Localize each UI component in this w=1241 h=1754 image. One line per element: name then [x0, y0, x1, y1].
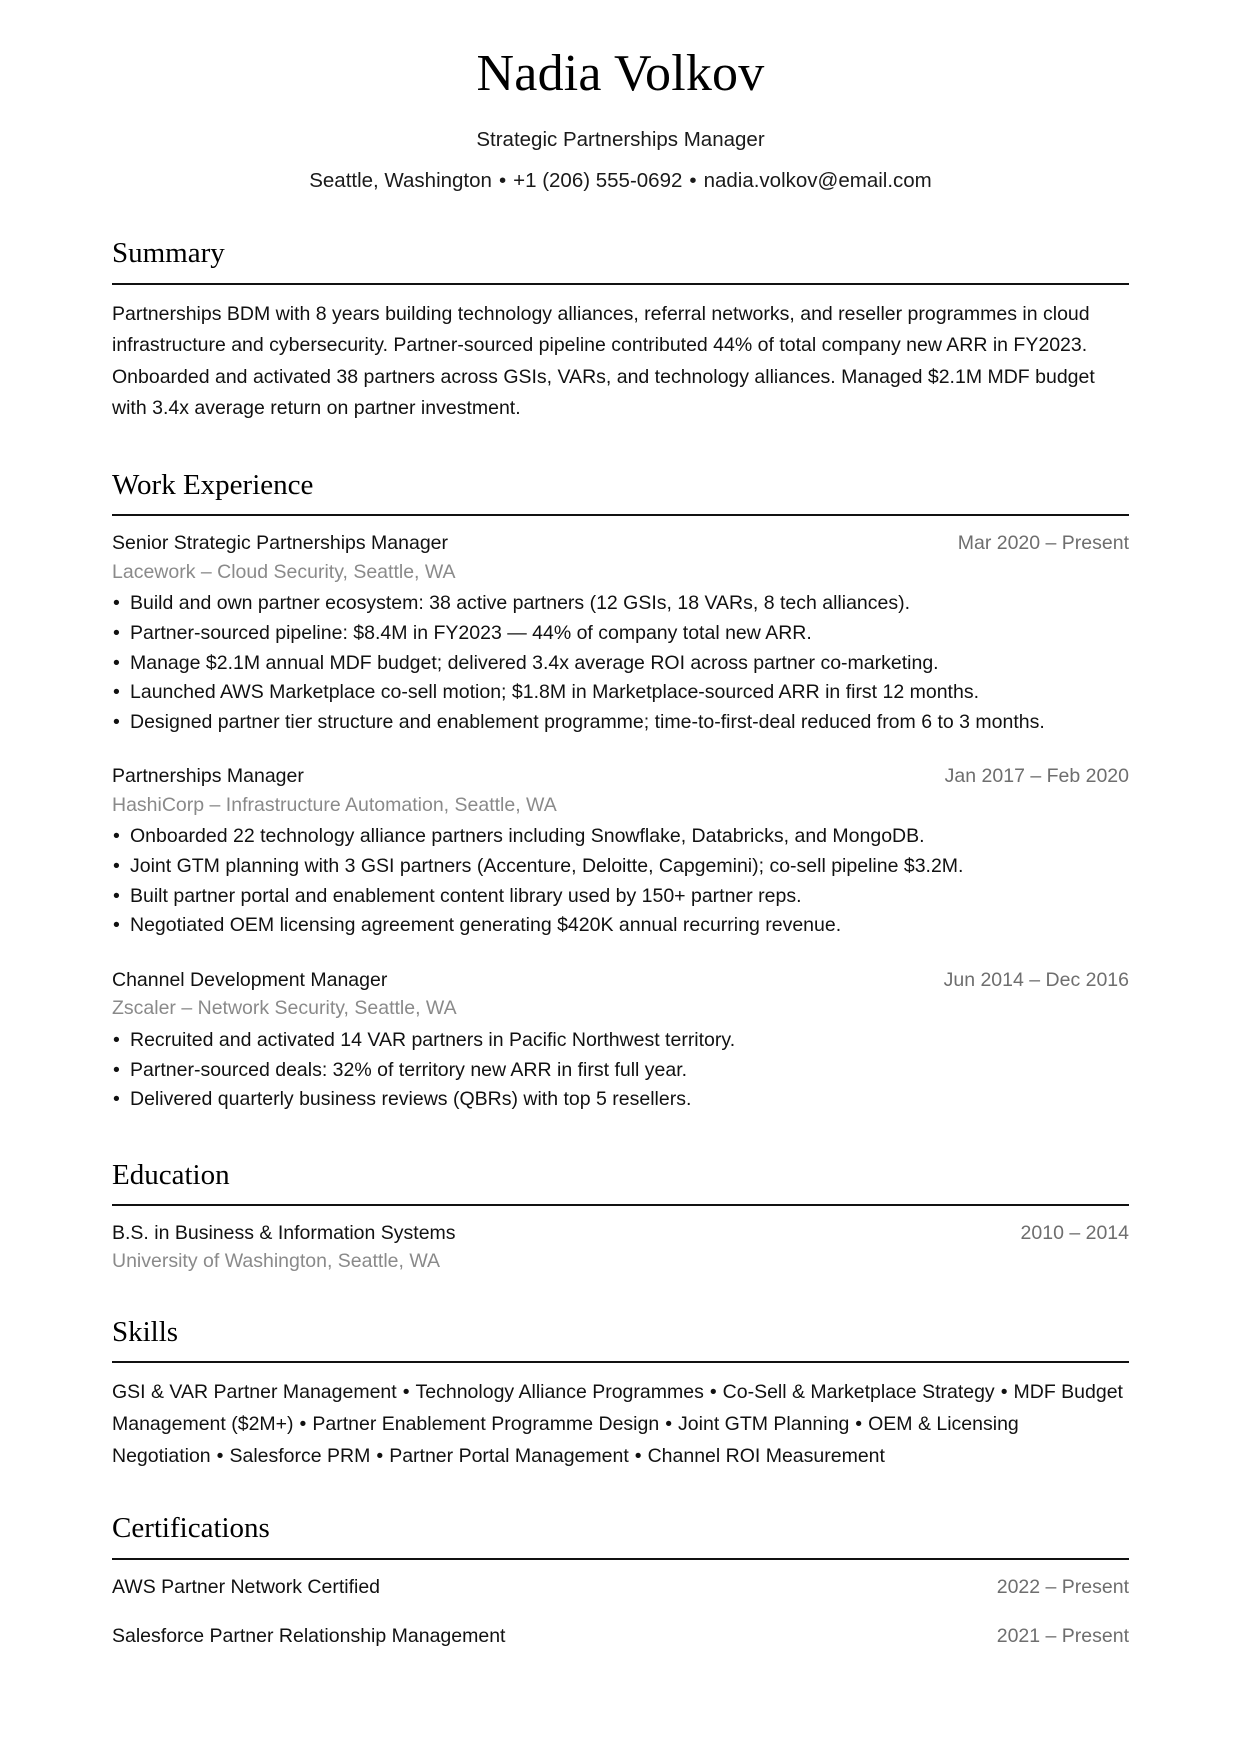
entry-title: AWS Partner Network Certified — [112, 1575, 381, 1598]
skill-item: Joint GTM Planning — [678, 1413, 850, 1436]
entry-bullet: • Manage $2.1M annual MDF budget; delivered 3.4x average ROI across partner co-marketing. — [112, 649, 1129, 679]
entry-bullet: • Build and own partner ecosystem: 38 active partners (12 GSIs, 18 VARs, 8 tech alliances). — [112, 589, 1129, 619]
skill-separator: • — [634, 1444, 642, 1467]
entry-subtitle: HashiCorp – Infrastructure Automation, Seattle, WA — [112, 793, 557, 816]
entry-bullet: • Partner-sourced pipeline: $8.4M in FY2023 — 44% of company total new ARR. — [112, 619, 1129, 649]
entry-subtitle: Lacework – Cloud Security, Seattle, WA — [112, 560, 456, 583]
skill-item: GSI & VAR Partner Management — [112, 1381, 397, 1404]
resume-entry — [112, 967, 1129, 1115]
entry-date: 2010 – 2014 — [1020, 1222, 1129, 1245]
certifications-heading: Certifications — [112, 1512, 270, 1545]
contact-line — [112, 169, 1129, 194]
skill-separator: • — [665, 1413, 673, 1436]
skill-item: Partner Enablement Programme Design — [312, 1413, 660, 1436]
contact-location: Seattle, Washington — [309, 168, 492, 192]
skills-list — [112, 1377, 1129, 1472]
skill-separator: • — [299, 1413, 307, 1436]
entry-bullet-list — [112, 1026, 1129, 1115]
entry-date: Mar 2020 – Present — [957, 532, 1129, 555]
resume-entry — [112, 763, 1129, 940]
resume-entry — [112, 1623, 1129, 1650]
summary-heading: Summary — [112, 237, 225, 270]
entry-date: Jan 2017 – Feb 2020 — [944, 765, 1129, 788]
contact-separator-1: • — [498, 168, 507, 192]
education-divider — [112, 1204, 1129, 1206]
skill-separator: • — [1000, 1381, 1008, 1404]
entry-bullet-list — [112, 589, 1129, 737]
entry-title: Senior Strategic Partnerships Manager — [112, 532, 449, 555]
entry-title: Channel Development Manager — [112, 968, 388, 991]
candidate-name: Nadia Volkov — [476, 45, 765, 102]
education-heading: Education — [112, 1158, 230, 1191]
section-work-experience — [112, 469, 1129, 1115]
skill-item: OEM & Licensing Negotiation — [112, 1413, 1019, 1467]
entry-subtitle: University of Washington, Seattle, WA — [112, 1250, 441, 1273]
skills-divider — [112, 1361, 1129, 1363]
entry-header-row — [112, 1623, 1129, 1650]
entry-bullet: • Negotiated OEM licensing agreement generating $420K annual recurring revenue. — [112, 911, 1129, 941]
section-summary — [112, 237, 1129, 425]
candidate-headline: Strategic Partnerships Manager — [476, 128, 765, 152]
skill-item: MDF Budget Management ($2M+) — [112, 1381, 1123, 1436]
skill-item: Partner Portal Management — [389, 1444, 629, 1467]
summary-divider — [112, 283, 1129, 285]
section-skills — [112, 1316, 1129, 1472]
skill-separator: • — [709, 1381, 717, 1404]
entry-bullet: • Onboarded 22 technology alliance partners including Snowflake, Databricks, and MongoDB. — [112, 822, 1129, 852]
entry-title: B.S. in Business & Information Systems — [112, 1222, 456, 1245]
certifications-divider — [112, 1558, 1129, 1560]
resume-entry — [112, 530, 1129, 737]
entry-date: 2022 – Present — [996, 1575, 1129, 1598]
skill-separator: • — [216, 1444, 224, 1467]
entry-date: Jun 2014 – Dec 2016 — [943, 968, 1129, 991]
contact-email: nadia.volkov@email.com — [703, 168, 932, 192]
skill-separator: • — [376, 1444, 384, 1467]
skill-item: Channel ROI Measurement — [647, 1444, 885, 1467]
entry-bullet: • Joint GTM planning with 3 GSI partners (Accenture, Deloitte, Capgemini); co-sell pipeline $3.2M. — [112, 852, 1129, 882]
skill-separator: • — [855, 1413, 863, 1436]
entry-date: 2021 – Present — [996, 1624, 1129, 1647]
entry-bullet: • Recruited and activated 14 VAR partners in Pacific Northwest territory. — [112, 1026, 1129, 1056]
entry-title: Partnerships Manager — [112, 765, 304, 788]
skill-item: Co-Sell & Marketplace Strategy — [722, 1381, 995, 1404]
entry-header-row — [112, 967, 1129, 994]
entry-bullet-list — [112, 822, 1129, 941]
work-entry-list — [112, 530, 1129, 1114]
entry-header-row — [112, 1574, 1129, 1601]
entry-subtitle: Zscaler – Network Security, Seattle, WA — [112, 997, 457, 1020]
entry-bullet: • Built partner portal and enablement content library used by 150+ partner reps. — [112, 882, 1129, 912]
entry-title: Salesforce Partner Relationship Management — [112, 1624, 506, 1647]
entry-bullet: • Launched AWS Marketplace co-sell motion; $1.8M in Marketplace-sourced ARR in first 12 months. — [112, 678, 1129, 708]
skill-separator: • — [402, 1381, 410, 1404]
skill-item: Salesforce PRM — [229, 1444, 371, 1467]
certification-entry-list — [112, 1574, 1129, 1651]
section-education — [112, 1159, 1129, 1276]
entry-bullet: • Partner-sourced deals: 32% of territory new ARR in first full year. — [112, 1056, 1129, 1086]
contact-separator-2: • — [689, 168, 697, 192]
skills-heading: Skills — [112, 1316, 179, 1349]
contact-phone: +1 (206) 555-0692 — [513, 168, 683, 192]
entry-header-row — [112, 763, 1129, 790]
entry-header-row — [112, 1220, 1129, 1247]
resume-entry — [112, 1220, 1129, 1276]
work-heading: Work Experience — [112, 469, 314, 501]
skill-item: Technology Alliance Programmes — [415, 1381, 704, 1404]
entry-header-row — [112, 530, 1129, 557]
summary-text: Partnerships BDM with 8 years building technology alliances, referral networks, and reseller programmes in cloud infrastructure and cybersecurity. Partner-sourced pipeline contributed 44% of total company new ARR in FY2023. Onboarded and activated 38 partners across GSIs, VARs, and technology alliances. Managed $2.1M MDF budget with 3.4x average return on partner investment. — [112, 302, 1095, 420]
work-divider — [112, 514, 1129, 516]
education-entry-list — [112, 1220, 1129, 1276]
section-certifications — [112, 1512, 1129, 1650]
entry-bullet: • Designed partner tier structure and enablement programme; time-to-first-deal reduced from 6 to 3 months. — [112, 708, 1129, 738]
entry-bullet: • Delivered quarterly business reviews (QBRs) with top 5 resellers. — [112, 1085, 1129, 1115]
resume-header — [112, 46, 1129, 193]
resume-entry — [112, 1574, 1129, 1601]
